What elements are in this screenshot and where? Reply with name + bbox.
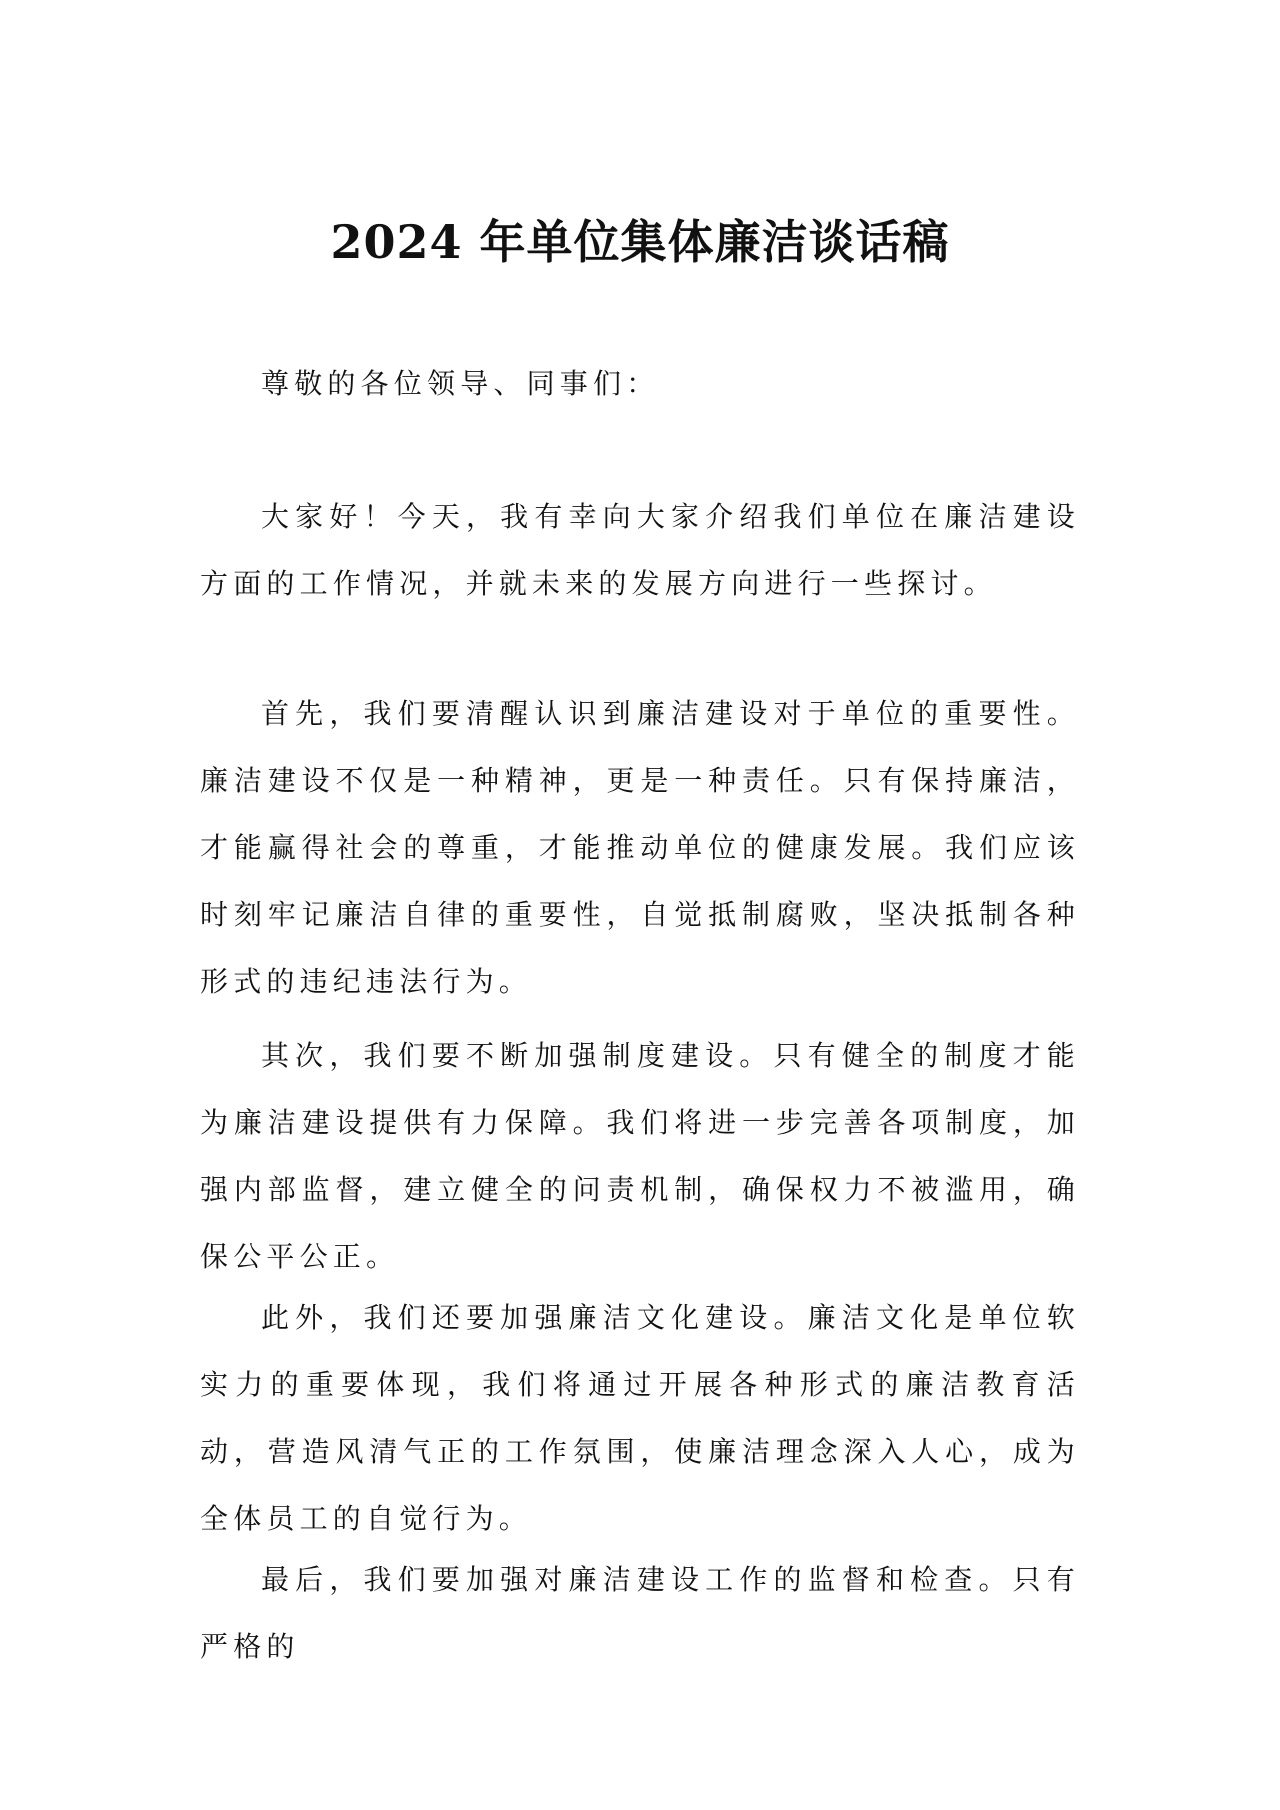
greeting: 尊敬的各位领导、同事们： (261, 367, 660, 400)
paragraph-5: 最后，我们要加强对廉洁建设工作的监督和检查。只有严格的 (200, 1563, 1080, 1663)
paragraph-4: 此外，我们还要加强廉洁文化建设。廉洁文化是单位软实力的重要体现，我们将通过开展各种形式的廉洁教育活动，营造风清气正的工作氛围，使廉洁理念深入人心，成为全体员工的自觉行为。 (200, 1301, 1080, 1535)
paragraph-3: 其次，我们要不断加强制度建设。只有健全的制度才能为廉洁建设提供有力保障。我们将进一步完善各项制度，加强内部监督，建立健全的问责机制，确保权力不被滥用，确保公平公正。 (200, 1039, 1080, 1273)
paragraph-2: 首先，我们要清醒认识到廉洁建设对于单位的重要性。廉洁建设不仅是一种精神，更是一种责任。只有保持廉洁，才能赢得社会的尊重，才能推动单位的健康发展。我们应该时刻牢记廉洁自律的重要性，自觉抵制腐败，坚决抵制各种形式的违纪违法行为。 (200, 697, 1080, 998)
page-title: 2024 年单位集体廉洁谈话稿 (330, 215, 950, 269)
paragraph-1: 大家好！今天，我有幸向大家介绍我们单位在廉洁建设方面的工作情况，并就未来的发展方向进行一些探讨。 (200, 500, 1080, 600)
